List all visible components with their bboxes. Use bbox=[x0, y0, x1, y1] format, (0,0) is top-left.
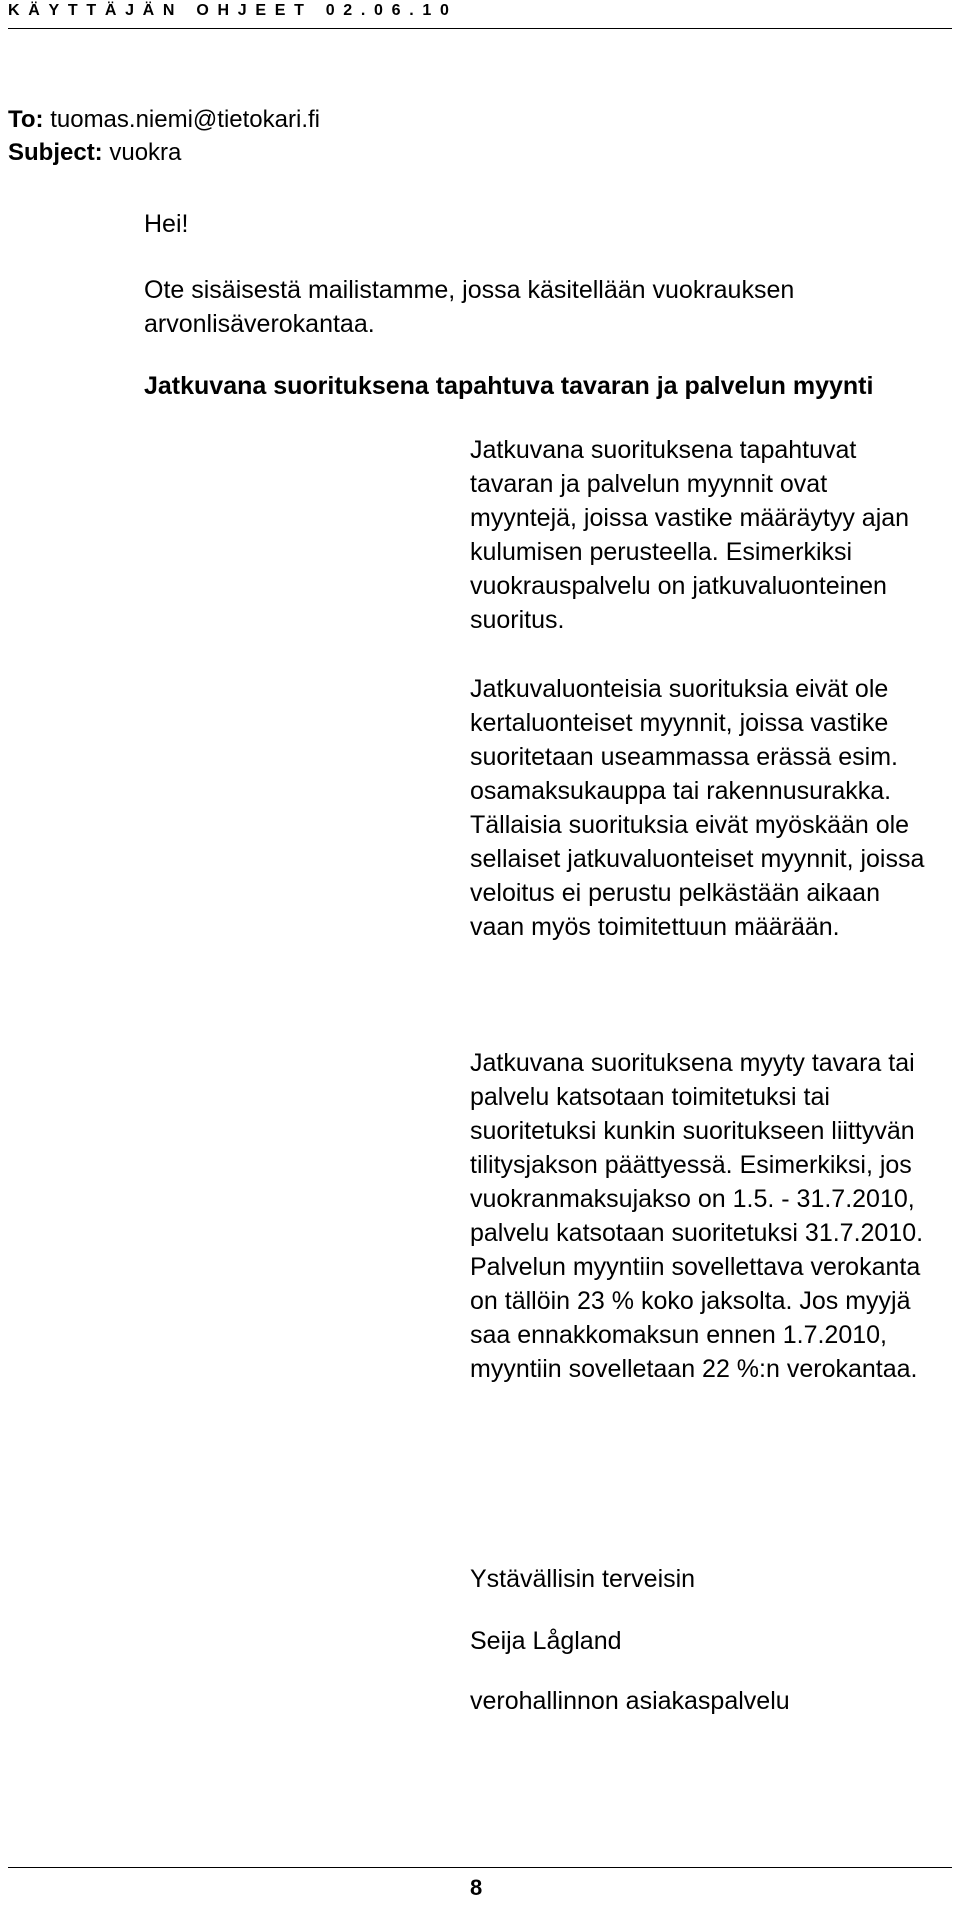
document-header-title: KÄYTTÄJÄN OHJEET 02.06.10 bbox=[8, 2, 458, 19]
to-label: To: bbox=[8, 106, 44, 133]
section-heading: Jatkuvana suorituksena tapahtuva tavaran ja palvelun myynti bbox=[144, 372, 874, 400]
paragraph-exclusions: Jatkuvaluonteisia suorituksia eivät ole kertaluonteiset myynnit, joissa vastike suoritetaan useammassa erässä esim. osamaksukauppa tai rakennusurakka. Tällaisia suorituksia eivät myöskään ole sellaiset jatkuvaluonteiset myynnit, joissa veloitus ei perustu pelkästään aikaan vaan myös toimitettuun määrään. bbox=[470, 675, 925, 941]
signer-organization: verohallinnon asiakaspalvelu bbox=[470, 1687, 790, 1715]
email-subject-line bbox=[8, 136, 320, 169]
to-value: tuomas.niemi@tietokari.fi bbox=[50, 106, 320, 133]
page-number: 8 bbox=[470, 1875, 483, 1900]
footer-divider bbox=[8, 1867, 952, 1868]
greeting: Hei! bbox=[144, 210, 189, 238]
closing-regards: Ystävällisin terveisin bbox=[470, 1565, 696, 1593]
paragraph-definition: Jatkuvana suorituksena tapahtuvat tavaran ja palvelun myynnit ovat myyntejä, joissa vastike määräytyy ajan kulumisen perusteella. Esimerkiksi vuokrauspalvelu on jatkuvaluonteinen suoritus. bbox=[470, 436, 910, 634]
signer-name: Seija Lågland bbox=[470, 1627, 622, 1655]
email-meta bbox=[8, 103, 320, 169]
email-to-line bbox=[8, 103, 320, 136]
header-divider bbox=[8, 28, 952, 29]
subject-value: vuokra bbox=[109, 139, 182, 166]
intro-text: Ote sisäisestä mailistamme, jossa käsitellään vuokrauksen arvonlisäverokantaa. bbox=[144, 276, 795, 338]
paragraph-timing-example: Jatkuvana suorituksena myyty tavara tai palvelu katsotaan toimitetuksi tai suoritetuksi kunkin suoritukseen liittyvän tilitysjakson päättyessä. Esimerkiksi, jos vuokranmaksujakso on 1.5. - 31.7.2010, palvelu katsotaan suoritetuksi 31.7.2010. Palvelun myyntiin sovellettava verokanta on tällöin 23 % koko jaksolta. Jos myyjä saa ennakkomaksun ennen 1.7.2010, myyntiin sovelletaan 22 %:n verokantaa. bbox=[470, 1049, 924, 1383]
subject-label: Subject: bbox=[8, 139, 103, 166]
